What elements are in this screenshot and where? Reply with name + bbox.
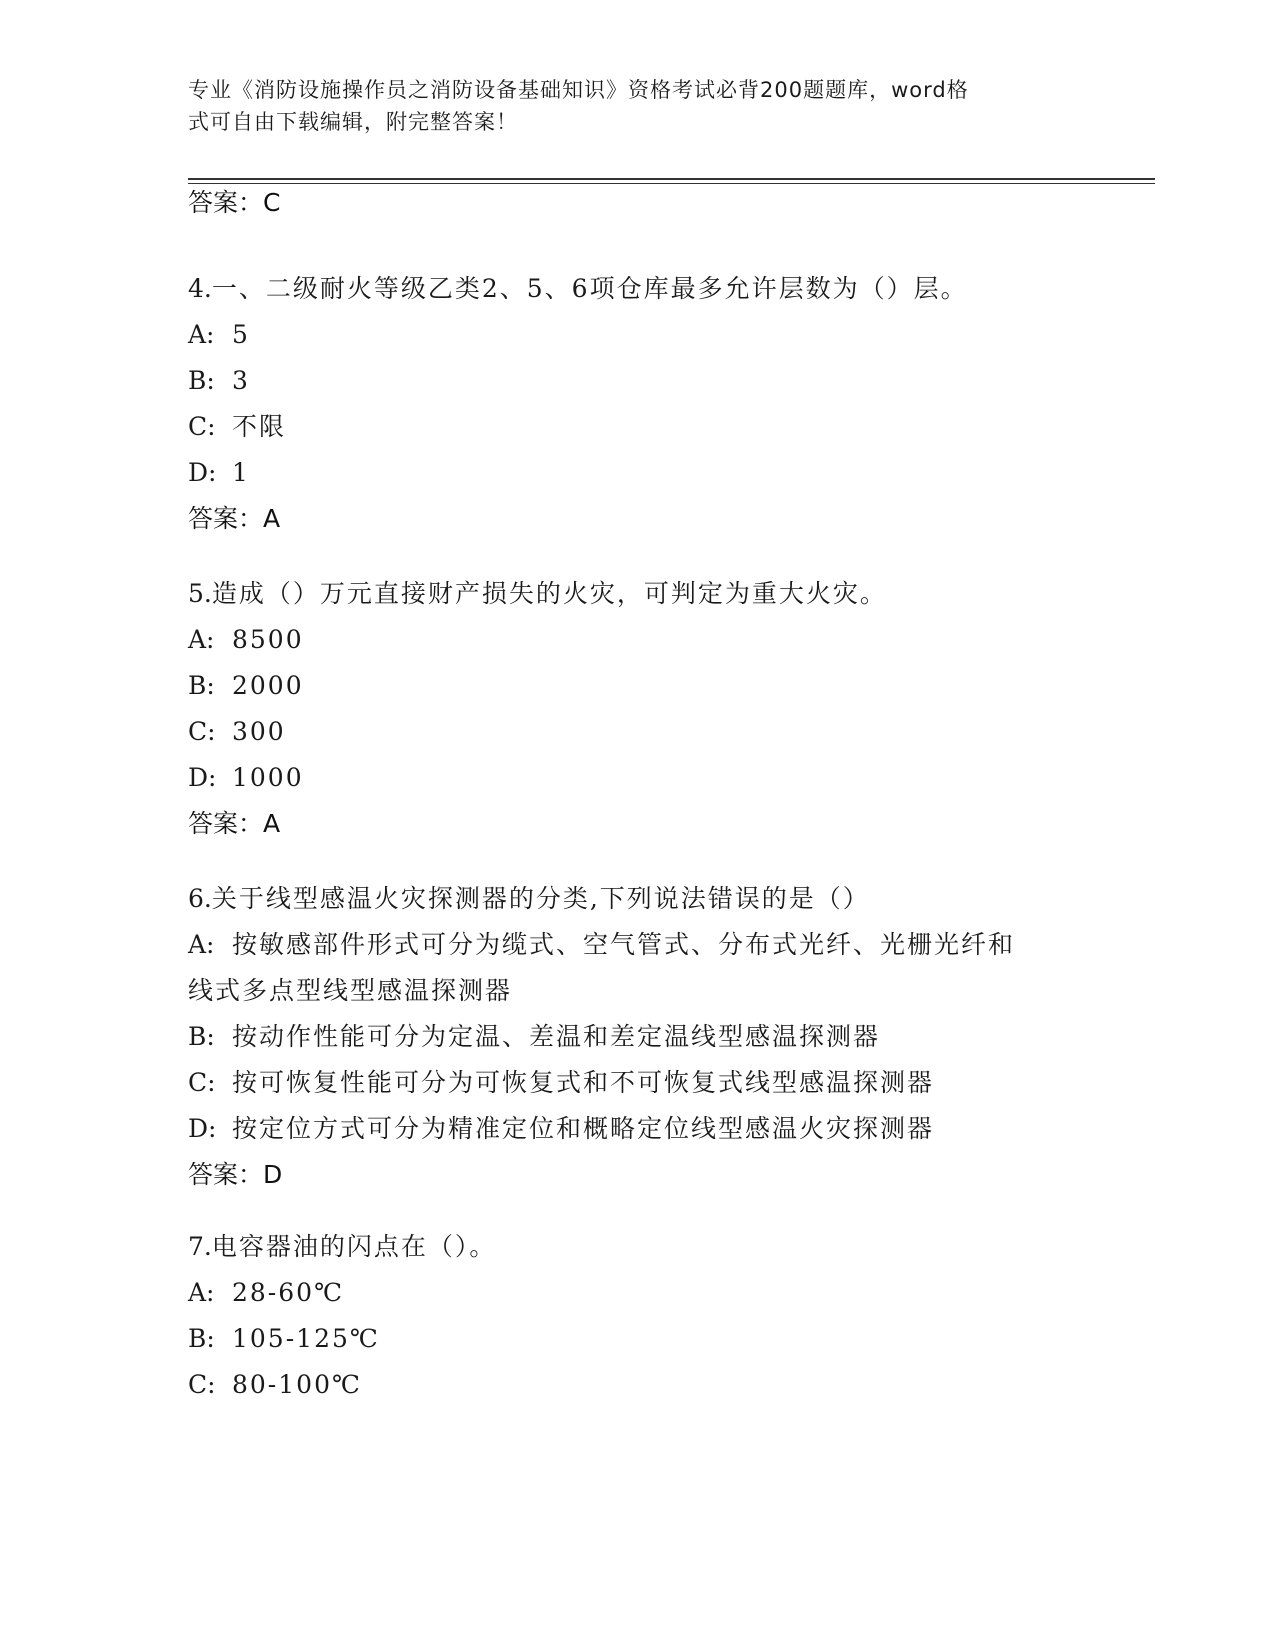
option-letter: C: (188, 717, 216, 746)
option-text: 1 (232, 458, 250, 487)
answer-label: 答案： (188, 504, 264, 533)
answer-line (188, 180, 1108, 226)
previous-answer (188, 180, 1108, 226)
option-letter: A: (188, 625, 215, 654)
option-text: 1000 (232, 763, 304, 792)
answer-label: 答案： (188, 1160, 264, 1189)
option-c (188, 1362, 1108, 1408)
answer-value: C (263, 188, 281, 217)
option-letter: D: (188, 763, 217, 792)
option-text: 按定位方式可分为精准定位和概略定位线型感温火灾探测器 (232, 1114, 935, 1143)
option-d (188, 1106, 1108, 1152)
option-letter: C: (188, 1068, 216, 1097)
option-b (188, 358, 1108, 404)
answer-label: 答案： (188, 188, 264, 217)
option-d (188, 450, 1108, 496)
question-text: 电容器油的闪点在（）。 (211, 1232, 497, 1261)
question-number: 6. (188, 884, 212, 913)
option-letter: A: (188, 1278, 215, 1307)
answer-line (188, 496, 1108, 542)
option-text: 3 (232, 366, 250, 395)
option-a (188, 312, 1108, 358)
option-letter: B: (188, 366, 215, 395)
answer-value: A (263, 504, 281, 533)
answer-value: D (263, 1160, 283, 1189)
question-stem (188, 266, 1108, 312)
question-text: 造成（）万元直接财产损失的火灾，可判定为重大火灾。 (211, 579, 887, 608)
option-text: 2000 (232, 671, 304, 700)
option-letter: A: (188, 930, 215, 959)
question-5 (188, 571, 1108, 847)
option-a (188, 1270, 1108, 1316)
question-number: 7. (188, 1232, 212, 1261)
question-7 (188, 1224, 1108, 1408)
question-text: 一、二级耐火等级乙类2、5、6项仓库最多允许层数为（）层。 (211, 274, 968, 303)
header-line-1: 专业《消防设施操作员之消防设备基础知识》资格考试必背200题题库，word格 (188, 78, 969, 102)
option-letter: C: (188, 412, 216, 441)
answer-value: A (263, 809, 281, 838)
option-text: 28-60℃ (232, 1278, 345, 1307)
header-line-2: 式可自由下载编辑，附完整答案！ (188, 110, 518, 134)
option-b (188, 663, 1108, 709)
option-text: 按可恢复性能可分为可恢复式和不可恢复式线型感温探测器 (232, 1068, 935, 1097)
option-letter: B: (188, 671, 215, 700)
question-number: 5. (188, 579, 212, 608)
question-stem (188, 1224, 1108, 1270)
option-a-continued: 线式多点型线型感温探测器 (188, 976, 513, 1005)
option-text: 80-100℃ (232, 1370, 362, 1399)
question-6 (188, 876, 1108, 1198)
option-text: 按动作性能可分为定温、差温和差定温线型感温探测器 (232, 1022, 881, 1051)
option-text: 300 (232, 717, 286, 746)
option-a (188, 922, 1108, 968)
option-text: 按敏感部件形式可分为缆式、空气管式、分布式光纤、光栅光纤和 (232, 930, 1016, 959)
option-c (188, 404, 1108, 450)
question-text: 关于线型感温火灾探测器的分类,下列说法错误的是（） (211, 884, 870, 913)
question-number: 4. (188, 274, 212, 303)
option-letter: B: (188, 1022, 215, 1051)
option-letter: C: (188, 1370, 216, 1399)
option-c (188, 709, 1108, 755)
option-c (188, 1060, 1108, 1106)
question-stem (188, 571, 1108, 617)
option-text: 8500 (232, 625, 304, 654)
answer-line (188, 1152, 1108, 1198)
answer-label: 答案： (188, 809, 264, 838)
document-header (188, 74, 1078, 138)
option-text: 105-125℃ (232, 1324, 380, 1353)
answer-line (188, 801, 1108, 847)
option-d (188, 755, 1108, 801)
option-a (188, 617, 1108, 663)
option-text: 不限 (232, 412, 287, 441)
option-letter: B: (188, 1324, 215, 1353)
option-text: 5 (232, 320, 250, 349)
question-stem (188, 876, 1108, 922)
option-b (188, 1014, 1108, 1060)
option-letter: A: (188, 320, 215, 349)
option-letter: D: (188, 458, 217, 487)
option-b (188, 1316, 1108, 1362)
option-letter: D: (188, 1114, 217, 1143)
question-4 (188, 266, 1108, 542)
